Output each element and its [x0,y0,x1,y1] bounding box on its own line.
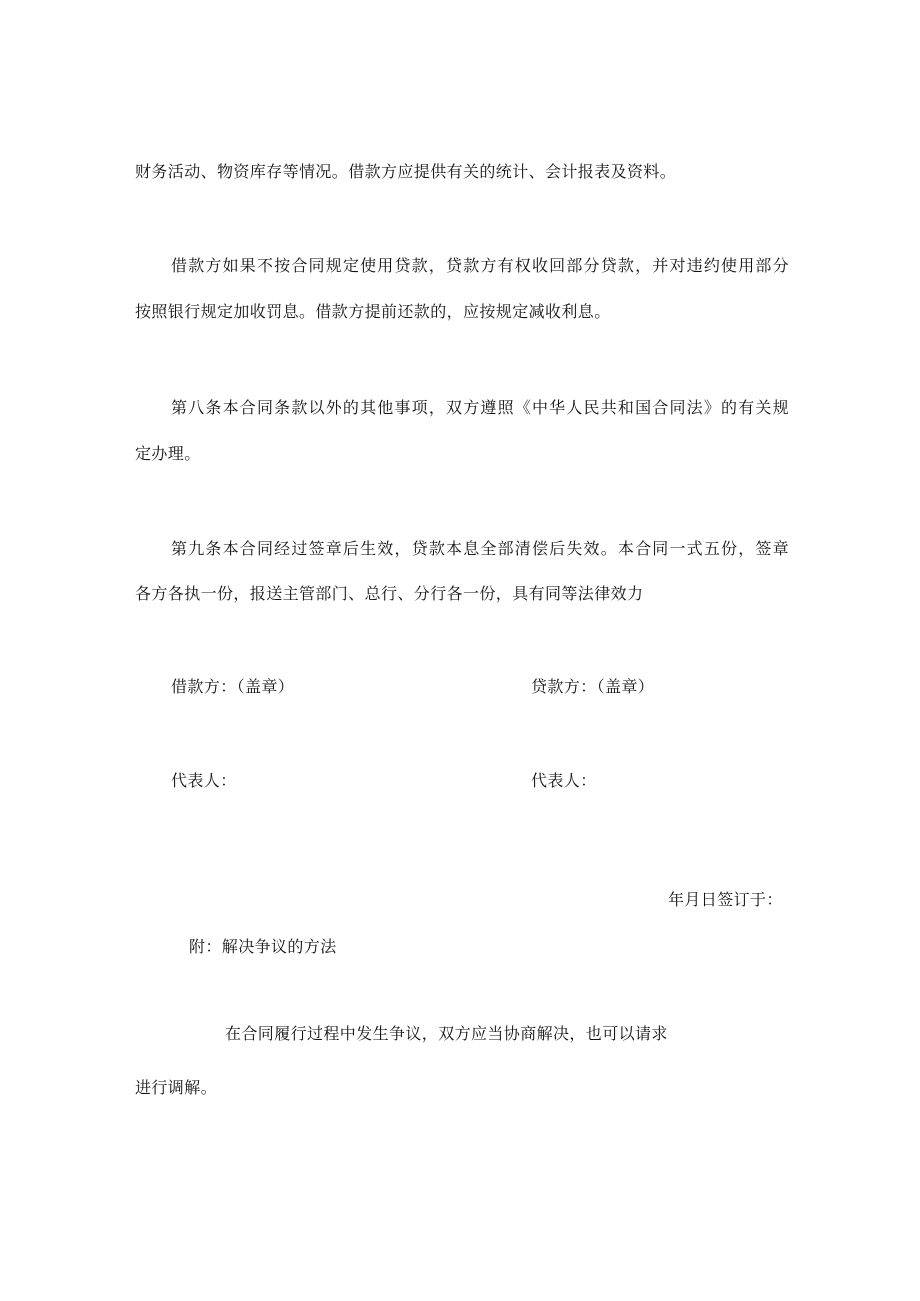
appendix-line: 在合同履行过程中发生争议，双方应当协商解决，也可以请求 [225,1024,668,1043]
article-9-line: 第九条本合同经过签章后生效，贷款本息全部清偿后失效。本合同一式五份，签章 [171,539,789,558]
borrower-seal-label: 借款方：（盖章） [171,677,295,696]
paragraph-line: 借款方如果不按合同规定使用贷款，贷款方有权收回部分贷款，并对违约使用部分 [171,256,789,275]
paragraph-line: 财务活动、物资库存等情况。借款方应提供有关的统计、会计报表及资料。 [135,162,677,181]
appendix-title: 附：解决争议的方法 [189,937,337,956]
lender-representative-label: 代表人： [531,771,597,790]
lender-seal-label: 贷款方：（盖章） [531,677,655,696]
paragraph-line: 按照银行规定加收罚息。借款方提前还款的，应按规定减收利息。 [135,302,611,321]
appendix-line: 进行调解。 [135,1078,218,1097]
article-9-line: 各方各执一份，报送主管部门、总行、分行各一份，具有同等法律效力 [135,584,644,603]
article-8-line: 第八条本合同条款以外的其他事项，双方遵照《中华人民共和国合同法》的有关规 [171,398,789,417]
article-8-line: 定办理。 [135,444,201,463]
signed-date-line: 年月日签订于： [668,890,783,909]
borrower-representative-label: 代表人： [171,771,237,790]
